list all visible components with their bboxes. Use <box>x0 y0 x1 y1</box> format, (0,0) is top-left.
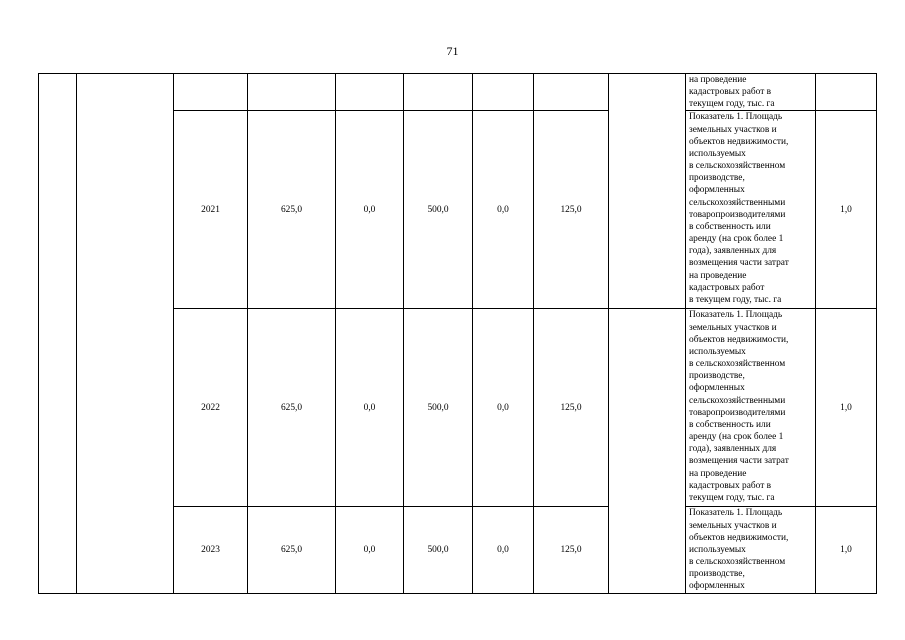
target-value-cell <box>816 74 877 111</box>
regional-cell: 500,0 <box>404 111 473 309</box>
regional-cell: 500,0 <box>404 507 473 593</box>
target-value-cell: 1,0 <box>816 309 877 507</box>
indicator-text: Показатель 1. Площадь земельных участков и объектов недвижимости, используемых в сельскохозяйственном производстве, оформленных <box>689 508 789 592</box>
indicator-text: Показатель 1. Площадь земельных участков и объектов недвижимости, используемых в сельскохозяйственном производстве, оформленных сельскохозяйственными товаропроизводителями в собственность или аренду (на срок более 1 года), заявленных для возмещения части затрат на проведение кадастровых работ в текущем году, тыс. га <box>689 112 789 305</box>
target-value-cell: 1,0 <box>816 507 877 593</box>
federal-cell: 0,0 <box>336 507 404 593</box>
indicator-text: на проведение кадастровых работ в текущем году, тыс. га <box>689 75 775 110</box>
empty-cell-col2 <box>77 74 174 594</box>
local-cell <box>473 74 534 111</box>
indicator-cell <box>686 507 816 593</box>
indicator-text: Показатель 1. Площадь земельных участков и объектов недвижимости, используемых в сельскохозяйственном производстве, оформленных сельскохозяйственными товаропроизводителями в собственность или аренду (на срок более 1 года), заявленных для возмещения части затрат на проведение кадастровых работ в текущем году, тыс. га <box>689 310 789 503</box>
empty-cell-col1 <box>39 74 77 594</box>
indicator-cell <box>686 74 816 111</box>
extra-budget-cell: 125,0 <box>534 507 609 593</box>
page-number: 71 <box>446 44 459 58</box>
year-cell: 2022 <box>174 309 248 507</box>
local-cell: 0,0 <box>473 507 534 593</box>
year-cell: 2021 <box>174 111 248 309</box>
federal-cell: 0,0 <box>336 309 404 507</box>
indicator-cell <box>686 111 816 309</box>
extra-budget-cell: 125,0 <box>534 309 609 507</box>
table-row <box>39 74 877 111</box>
federal-cell <box>336 74 404 111</box>
local-cell: 0,0 <box>473 309 534 507</box>
total-cell: 625,0 <box>248 507 336 593</box>
year-cell: 2023 <box>174 507 248 593</box>
budget-table <box>38 73 877 594</box>
total-cell: 625,0 <box>248 111 336 309</box>
executor-cell <box>609 74 686 309</box>
executor-cell <box>609 309 686 593</box>
total-cell <box>248 74 336 111</box>
regional-cell: 500,0 <box>404 309 473 507</box>
total-cell: 625,0 <box>248 309 336 507</box>
target-value-cell: 1,0 <box>816 111 877 309</box>
indicator-cell <box>686 309 816 507</box>
year-cell <box>174 74 248 111</box>
regional-cell <box>404 74 473 111</box>
extra-budget-cell <box>534 74 609 111</box>
federal-cell: 0,0 <box>336 111 404 309</box>
extra-budget-cell: 125,0 <box>534 111 609 309</box>
local-cell: 0,0 <box>473 111 534 309</box>
